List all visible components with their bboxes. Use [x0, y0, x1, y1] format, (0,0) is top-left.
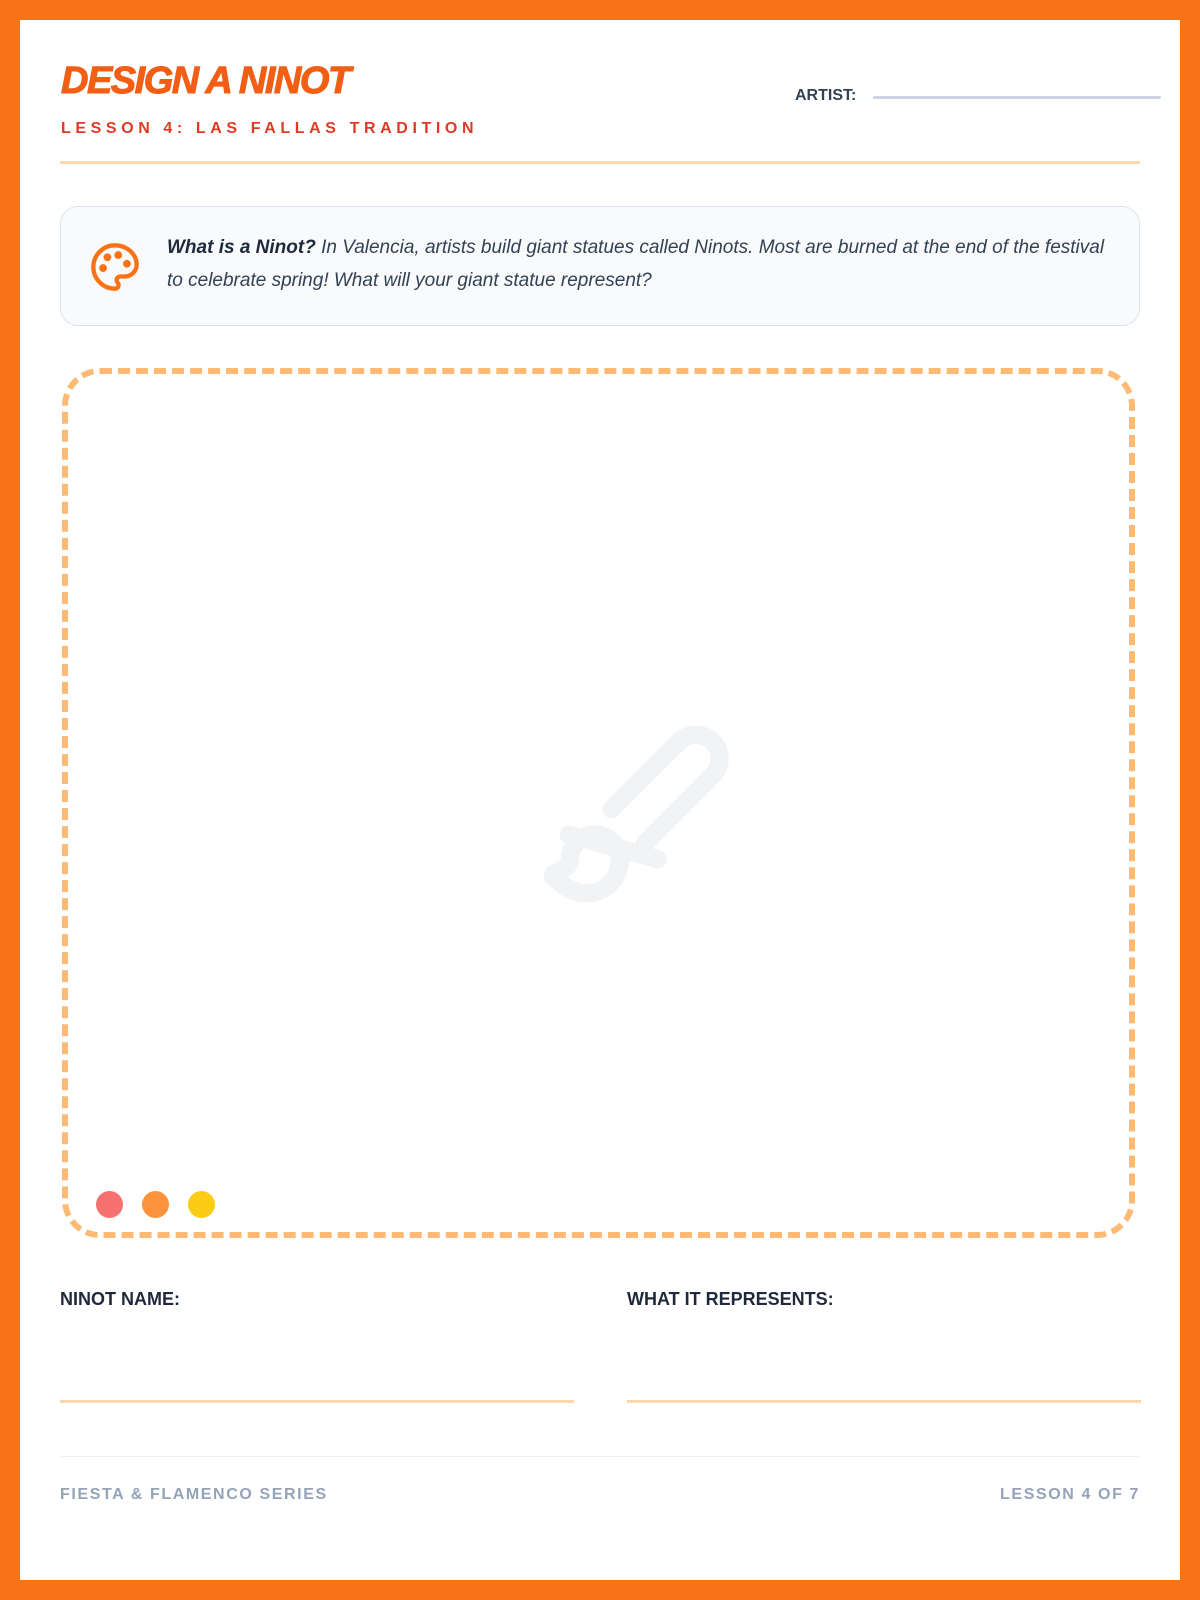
drawing-area[interactable]: [62, 368, 1135, 1238]
info-text: [167, 231, 1107, 297]
represents-line[interactable]: [627, 1400, 1141, 1403]
lesson-counter: LESSON 4 OF 7: [1000, 1486, 1140, 1503]
red-dot: [96, 1191, 123, 1218]
info-callout: [60, 206, 1140, 326]
artist-name-line[interactable]: [873, 96, 1161, 99]
paintbrush-icon: [536, 710, 736, 910]
worksheet-page: [20, 20, 1180, 1580]
lesson-subtitle: LESSON 4: LAS FALLAS TRADITION: [61, 120, 479, 137]
yellow-dot: [188, 1191, 215, 1218]
header-divider: [60, 161, 1140, 164]
ninot-name-line[interactable]: [60, 1400, 574, 1403]
palette-icon: [89, 241, 141, 293]
artist-label: ARTIST:: [795, 87, 857, 104]
footer-divider: [60, 1456, 1140, 1457]
represents-label: WHAT IT REPRESENTS:: [627, 1289, 834, 1309]
orange-dot: [142, 1191, 169, 1218]
ninot-name-label: NINOT NAME:: [60, 1289, 180, 1309]
info-lead: What is a Ninot?: [167, 237, 316, 258]
series-name: FIESTA & FLAMENCO SERIES: [60, 1486, 328, 1503]
info-body: In Valencia, artists build giant statues called Ninots. Most are burned at the end of the festival to celebrate spring! What will your giant statue represent?: [167, 237, 1105, 291]
page-title: DESIGN A NINOT: [61, 60, 350, 102]
